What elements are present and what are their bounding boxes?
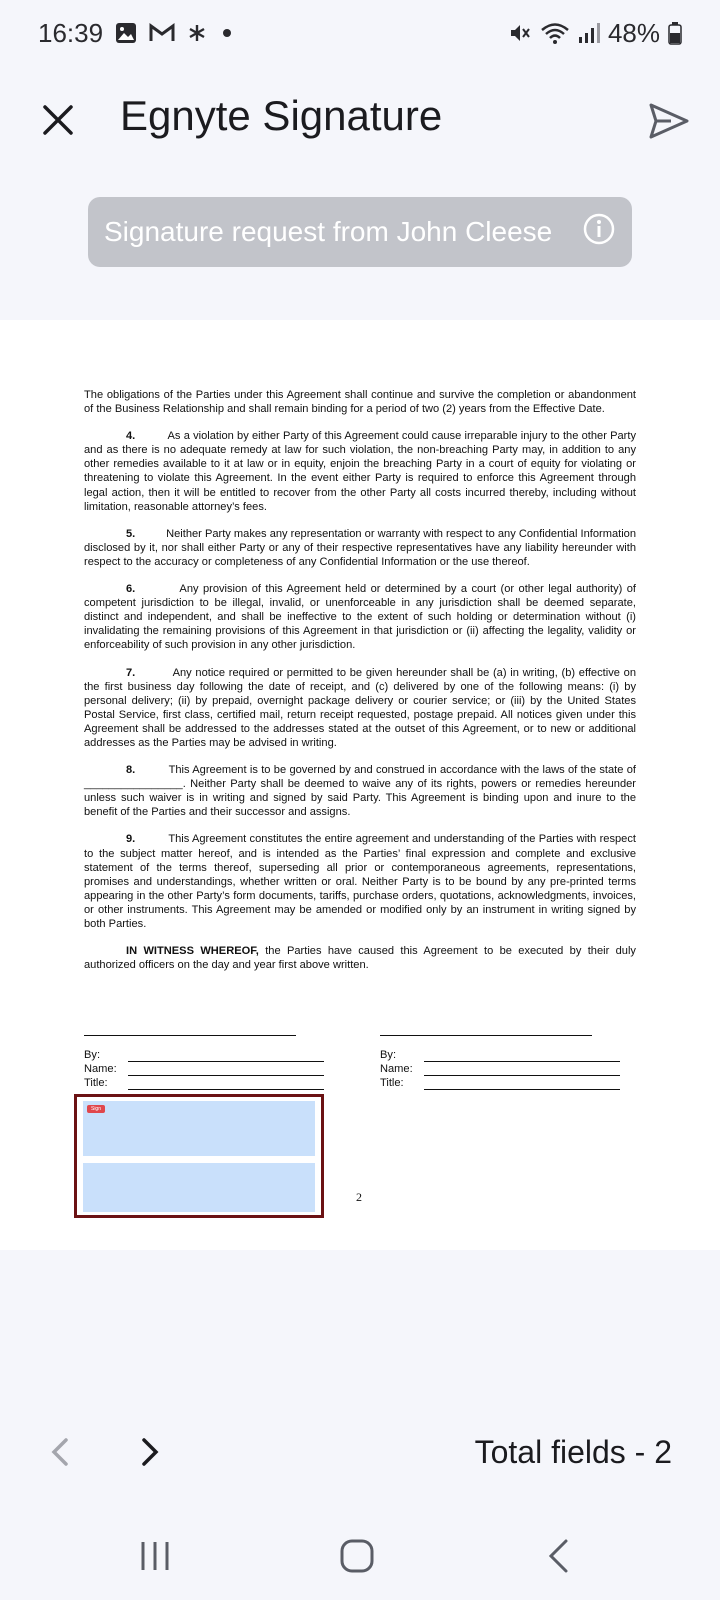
by-label: By:: [84, 1049, 101, 1061]
clause-6: 6. Any provision of this Agreement held or determined by a court (or other legal authority) of competent jurisdiction to be illegal, invalid, or unenforceable in any jurisdiction shall be deemed separate, distinct and independent, and shall be ineffective to the extent of such holding or determination without (i) invalidating the remaining provisions of this Agreement in that jurisdiction or (ii) affecting the legality, validity or enforceability of such provision in any other jurisdiction.: [84, 583, 636, 652]
send-icon: [647, 101, 691, 141]
field-tag: Sign: [87, 1105, 105, 1113]
document-page[interactable]: [0, 320, 720, 1250]
signature-lines: [84, 1022, 644, 1102]
signature-block-left: [84, 1022, 324, 1090]
recents-button[interactable]: [125, 1534, 185, 1578]
battery-icon: [668, 21, 682, 45]
back-button[interactable]: [528, 1534, 588, 1578]
witness-paragraph: IN WITNESS WHEREOF, the Parties have caused this Agreement to be executed by their duly authorized officers on the day and year first above written.: [84, 945, 636, 972]
dot-icon: [219, 25, 235, 41]
field-navigator: [0, 1420, 720, 1480]
clause-5: 5. Neither Party makes any representation or warranty with respect to any Confidential Information disclosed by it, nor shall either Party or any of their respective representatives have any liability hereunder with respect to the accuracy or completeness of any Confidential Information or the use thereof.: [84, 527, 636, 568]
page-title: Egnyte Signature: [120, 92, 443, 139]
signal-icon: [578, 22, 600, 44]
signature-field[interactable]: [83, 1101, 315, 1156]
next-field-button[interactable]: [130, 1432, 170, 1472]
wifi-icon: [540, 21, 570, 45]
signature-block-right: [380, 1022, 620, 1090]
total-fields-label: Total fields - 2: [474, 1434, 672, 1470]
app-bar: [0, 76, 720, 164]
mute-icon: [508, 21, 532, 45]
signature-request-banner[interactable]: [88, 197, 632, 267]
by-label: By:: [380, 1049, 397, 1061]
banner-text: Signature request from John Cleese: [104, 216, 553, 247]
close-button[interactable]: [32, 94, 84, 146]
signature-line: [84, 1022, 296, 1036]
status-bar: [0, 0, 720, 66]
date-field[interactable]: [83, 1163, 315, 1212]
signature-line: [380, 1022, 592, 1036]
clause-8: 8. This Agreement is to be governed by and construed in accordance with the laws of the state of ________________. Neither Party shall be deemed to waive any of its rights, powers or remedies hereunder unless such waiver is in writing and signed by said Party. This Agreement is binding upon and inure to the benefit of the Parties and their successor and assigns.: [84, 764, 636, 819]
recents-icon: [137, 1539, 173, 1573]
name-label: Name:: [380, 1063, 413, 1075]
signature-field-group[interactable]: [74, 1094, 324, 1218]
info-icon[interactable]: [582, 212, 616, 253]
close-icon: [41, 103, 75, 137]
clause-4: 4. As a violation by either Party of this Agreement could cause irreparable injury to the other Party and as there is no adequate remedy at law for such violation, the non-breaching Party may, in addition to any other remedies available to it at law or in equity, enjoin the breaching Party in a court of equity for violating or threatening to violate this Agreement. In the event either Party is required to enforce this Agreement through legal action, then it will be entitled to recover from the other Party all costs incurred thereby, including without limitation, reasonable attorney’s fees.: [84, 430, 637, 513]
status-time: 16:39: [38, 17, 104, 48]
battery-percent: 48%: [607, 17, 660, 48]
home-icon: [338, 1537, 376, 1575]
back-icon: [546, 1538, 570, 1574]
gallery-icon: [115, 22, 137, 44]
gmail-icon: [149, 23, 175, 43]
chevron-left-icon: [50, 1437, 70, 1467]
chevron-right-icon: [140, 1437, 160, 1467]
title-label: Title:: [380, 1077, 404, 1089]
asterisk-icon: [187, 23, 207, 43]
system-navigation-bar: [0, 1520, 720, 1590]
send-button[interactable]: [642, 94, 696, 148]
title-label: Title:: [84, 1077, 108, 1089]
previous-field-button[interactable]: [40, 1432, 80, 1472]
home-button[interactable]: [327, 1534, 387, 1578]
document-text: [84, 388, 636, 985]
clause-7: 7. Any notice required or permitted to be given hereunder shall be (a) in writing, (b) effective on the first business day following the date of receipt, and (c) delivered by one of the following means: (i) by personal delivery; (ii) by prepaid, overnight package delivery or courier service; or (iii) by the United States Postal Service, first class, certified mail, return receipt requested, postage prepaid. All notices given under this Agreement shall be addressed to the addresses stated at the outset of this Agreement, or to new or additional addresses as the Parties may be advised in writing.: [84, 666, 636, 749]
name-label: Name:: [84, 1063, 117, 1075]
intro-paragraph: The obligations of the Parties under this Agreement shall continue and survive the completion or abandonment of the Business Relationship and shall remain binding for a period of two (2) years from the Effective Date.: [84, 389, 636, 416]
page-number: 2: [356, 1190, 362, 1204]
clause-9: 9. This Agreement constitutes the entire agreement and understanding of the Parties with respect to the subject matter hereof, and is intended as the Parties’ final expression and complete and exclusive statement of the terms thereof, superseding all prior or contemporaneous agreements, representations, promises and understandings, whether written or oral. Neither Party is to be bound by any pre-printed terms appearing in the other Party’s form documents, tariffs, purchase orders, quotations, acknowledgments, invoices, or other instruments. This Agreement may be amended or modified only by an instrument in writing signed by both Parties.: [84, 833, 636, 930]
